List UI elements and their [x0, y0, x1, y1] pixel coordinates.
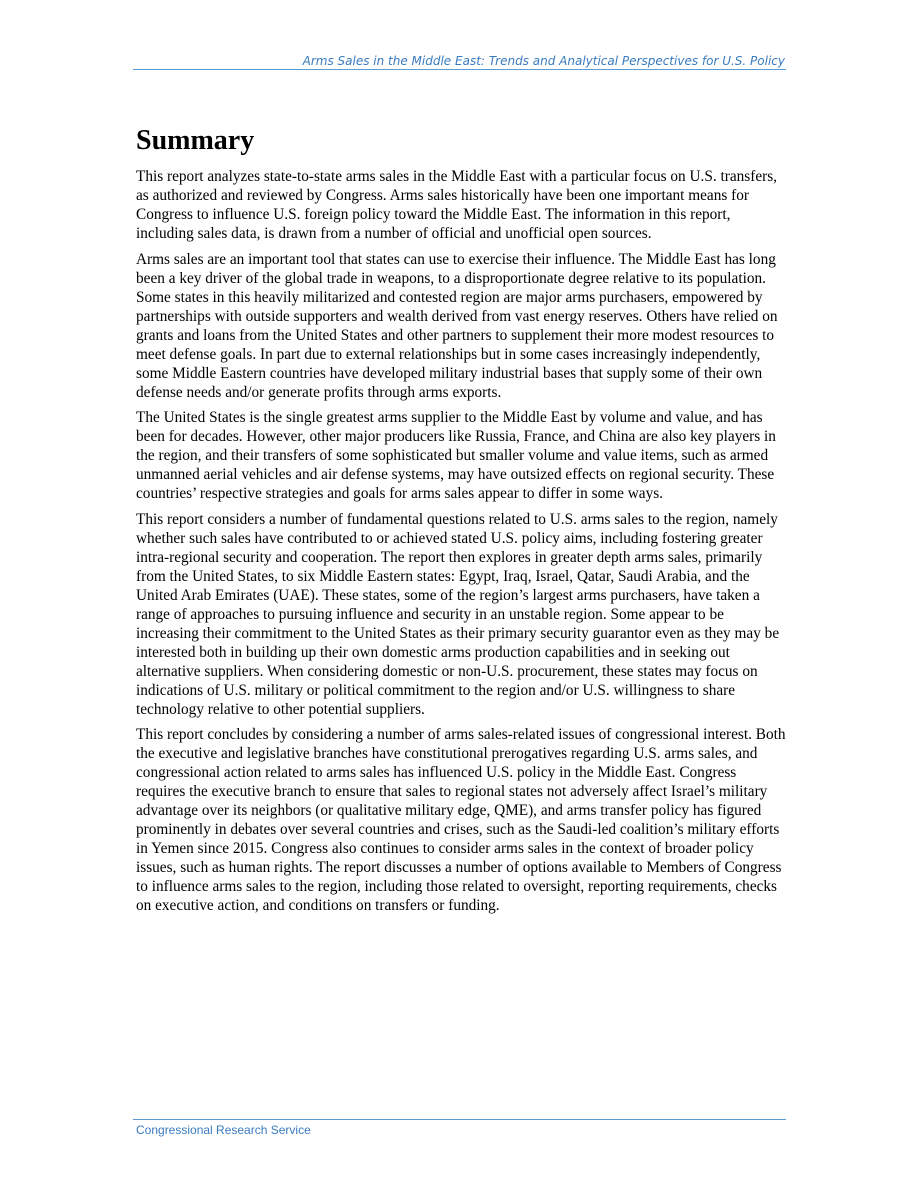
footer-divider	[133, 1119, 786, 1120]
summary-section	[136, 124, 788, 922]
header-divider	[133, 69, 786, 70]
summary-paragraph-5: This report concludes by considering a number of arms sales-related issues of congressional interest. Both the executive and legislative branches have constitutional prerogatives regarding U.S. arms sales, and congressional action related to arms sales has influenced U.S. policy in the Middle East. Congress requires the executive branch to ensure that sales to regional states not adversely affect Israel’s military advantage over its neighbors (or qualitative military edge, QME), and arms transfer policy has figured prominently in debates over several countries and crises, such as the Saudi-led coalition’s military efforts in Yemen since 2015. Congress also continues to consider arms sales in the context of broader policy issues, such as human rights. The report discusses a number of options available to Members of Congress to influence arms sales to the region, including those related to oversight, reporting requirements, checks on executive action, and conditions on transfers or funding.	[136, 726, 786, 914]
footer-organization: Congressional Research Service	[136, 1123, 311, 1137]
summary-paragraph-1: This report analyzes state-to-state arms sales in the Middle East with a particular focus on U.S. transfers, as authorized and reviewed by Congress. Arms sales historically have been one important means for Congress to influence U.S. foreign policy toward the Middle East. The information in this report, including sales data, is drawn from a number of official and unofficial open sources.	[136, 168, 778, 242]
running-header-title: Arms Sales in the Middle East: Trends and Analytical Perspectives for U.S. Policy	[302, 54, 785, 68]
summary-paragraph-2: Arms sales are an important tool that states can use to exercise their influence. The Middle East has long been a key driver of the global trade in weapons, to a disproportionate degree relative to its population. Some states in this heavily militarized and contested region are major arms purchasers, empowered by partnerships with outside supporters and wealth derived from vast energy reserves. Others have relied on grants and loans from the United States and other partners to supplement their more modest resources to meet defense goals. In part due to external relationships but in some cases increasingly independently, some Middle Eastern countries have developed military industrial bases that supply some of their own defense needs and/or generate profits through arms exports.	[136, 250, 778, 401]
section-heading: Summary	[136, 125, 255, 156]
summary-paragraph-4: This report considers a number of fundamental questions related to U.S. arms sales to the region, namely whether such sales have contributed to or achieved stated U.S. policy aims, including fostering greater intra-regional security and cooperation. The report then explores in greater depth arms sales, primarily from the United States, to six Middle Eastern states: Egypt, Iraq, Israel, Qatar, Saudi Arabia, and the United Arab Emirates (UAE). These states, some of the region’s largest arms purchasers, have taken a range of approaches to pursuing influence and security in an unstable region. Some appear to be increasing their commitment to the United States as their primary security guarantor even as they may be interested both in building up their own domestic arms production capabilities and in seeking out alternative suppliers. When considering domestic or non-U.S. procurement, these states may focus on indications of U.S. military or political commitment to the region and/or U.S. willingness to share technology relative to other potential suppliers.	[136, 510, 780, 718]
summary-paragraph-3: The United States is the single greatest arms supplier to the Middle East by volume and value, and has been for decades. However, other major producers like Russia, France, and China are also key players in the region, and their transfers of some sophisticated but smaller volume and value items, such as armed unmanned aerial vehicles and air defense systems, may have outsized effects on regional security. These countries’ respective strategies and goals for arms sales appear to differ in some ways.	[136, 409, 776, 502]
